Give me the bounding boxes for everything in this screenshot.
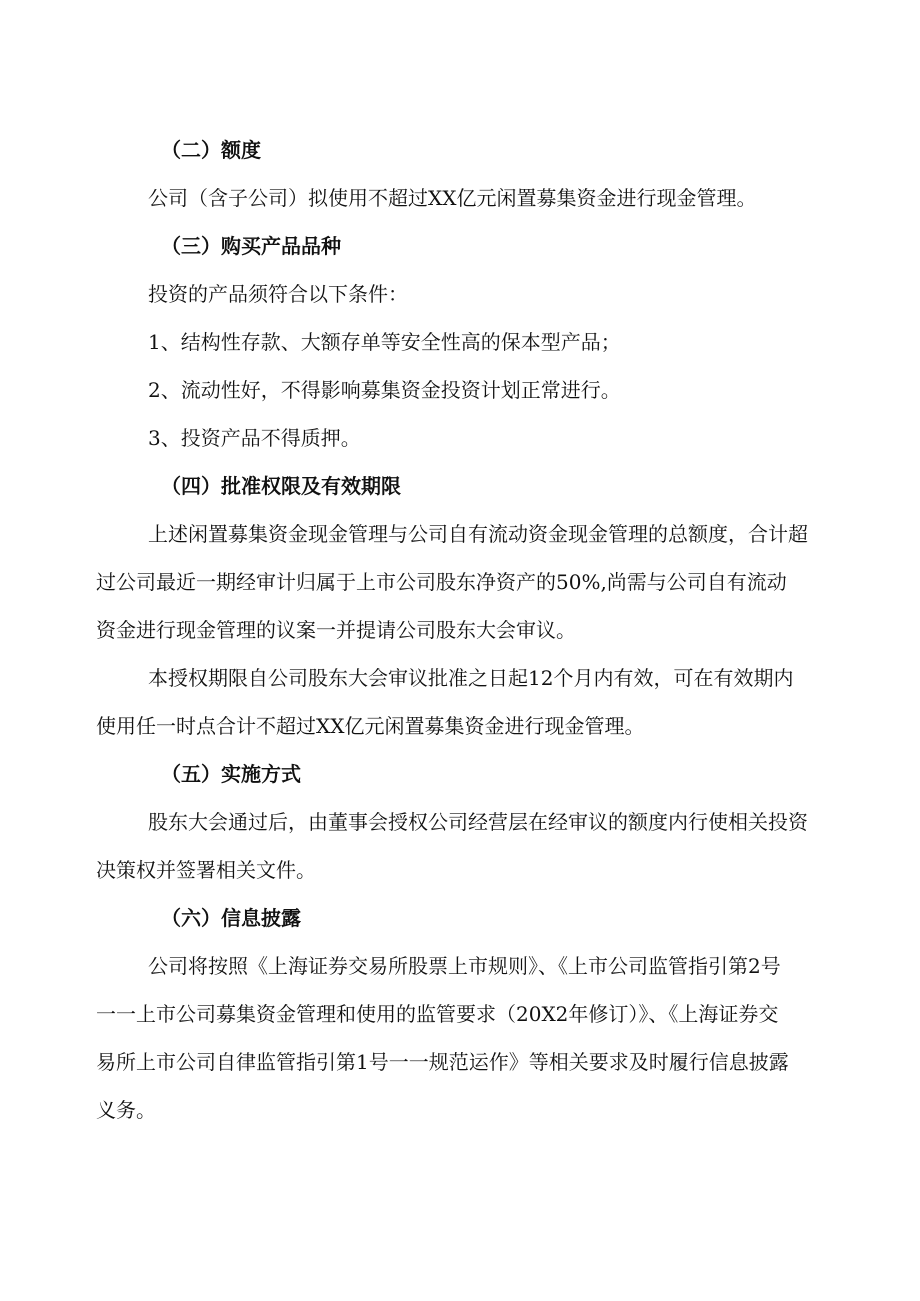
paragraph-implementation (96, 798, 815, 894)
paragraph-line: 股东大会通过后，由董事会授权公司经营层在经审议的额度内行使相关投资 (148, 810, 808, 834)
paragraph-line: 1、结构性存款、大额存单等安全性高的保本型产品； (148, 330, 621, 354)
paragraph-total-quota (96, 510, 815, 654)
paragraph-line: 3、投资产品不得质押。 (148, 426, 361, 450)
paragraph-line: 投资的产品须符合以下条件： (148, 282, 408, 306)
paragraph-line: 公司（含子公司）拟使用不超过XX亿元闲置募集资金进行现金管理。 (148, 186, 757, 210)
paragraph-line: 上述闲置募集资金现金管理与公司自有流动资金现金管理的总额度，合计超 (148, 522, 808, 546)
section-heading-disclosure: （六）信息披露 (161, 906, 301, 930)
paragraph-quota (148, 174, 815, 222)
paragraph-line: 过公司最近一期经审计归属于上市公司股东净资产的50%,尚需与公司自有流动 (96, 570, 787, 594)
document-page (96, 126, 815, 1134)
paragraph-line: 公司将按照《上海证券交易所股票上市规则》、《上市公司监管指引第2号 (148, 954, 781, 978)
paragraph-validity-period (96, 654, 815, 750)
paragraph-line: 使用任一时点合计不超过XX亿元闲置募集资金进行现金管理。 (96, 714, 645, 738)
list-item-condition-3 (148, 414, 815, 462)
paragraph-line: 义务。 (96, 1098, 156, 1122)
paragraph-line: 易所上市公司自律监管指引第1号一一规范运作》等相关要求及时履行信息披露 (96, 1050, 789, 1074)
section-heading-implementation: （五）实施方式 (161, 762, 301, 786)
paragraph-line: 一一上市公司募集资金管理和使用的监管要求（20X2年修订）》、《上海证券交 (96, 1002, 779, 1026)
section-heading-approval-authority: （四）批准权限及有效期限 (161, 474, 401, 498)
list-item-condition-2 (148, 366, 815, 414)
section-heading-product-types: （三）购买产品品种 (161, 234, 341, 258)
paragraph-disclosure (96, 942, 815, 1134)
paragraph-conditions-intro (148, 270, 815, 318)
list-item-condition-1 (148, 318, 815, 366)
paragraph-line: 2、流动性好，不得影响募集资金投资计划正常进行。 (148, 378, 621, 402)
paragraph-line: 本授权期限自公司股东大会审议批准之日起12个月内有效，可在有效期内 (148, 666, 794, 690)
section-heading-quota: （二）额度 (161, 138, 261, 162)
paragraph-line: 决策权并签署相关文件。 (96, 858, 316, 882)
paragraph-line: 资金进行现金管理的议案一并提请公司股东大会审议。 (96, 618, 576, 642)
